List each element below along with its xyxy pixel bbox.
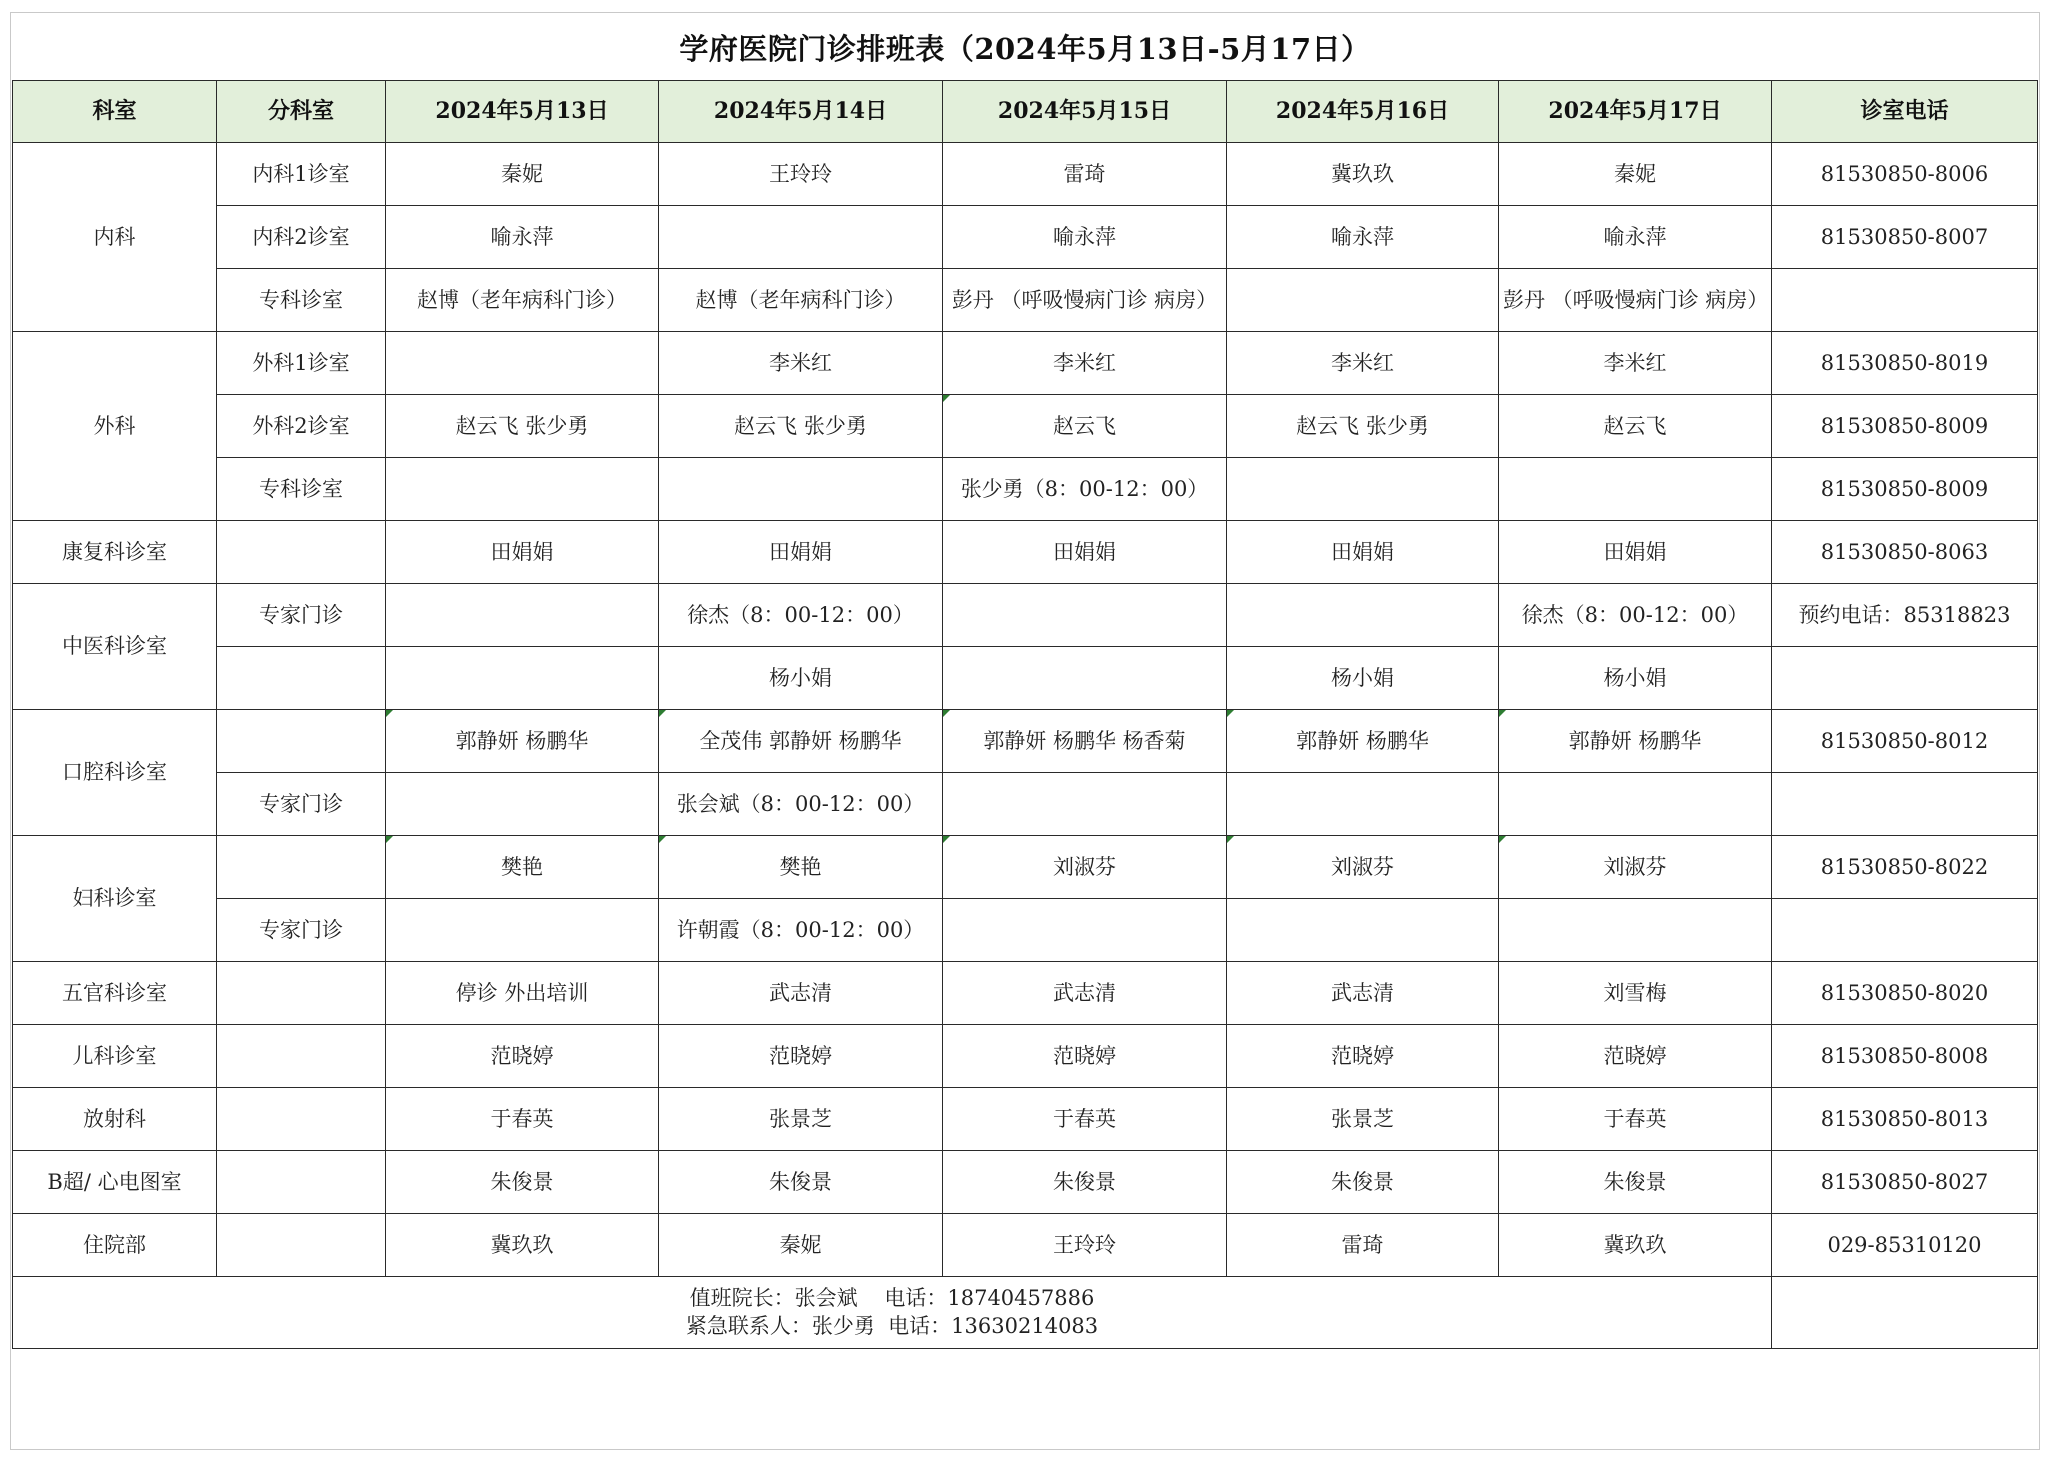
schedule-cell [943, 773, 1227, 836]
schedule-cell: 武志清 [1227, 962, 1499, 1025]
schedule-cell: 杨小娟 [1227, 647, 1499, 710]
phone-cell: 81530850-8019 [1772, 332, 2038, 395]
schedule-cell: 樊艳 [659, 836, 943, 899]
dept-cell: 儿科诊室 [13, 1025, 217, 1088]
header-date-4: 2024年5月16日 [1227, 81, 1499, 143]
schedule-cell: 范晓婷 [659, 1025, 943, 1088]
header-date-1: 2024年5月13日 [386, 81, 659, 143]
schedule-cell: 杨小娟 [1499, 647, 1772, 710]
schedule-cell: 范晓婷 [386, 1025, 659, 1088]
subdept-cell: 内科1诊室 [217, 143, 386, 206]
schedule-cell: 朱俊景 [659, 1151, 943, 1214]
schedule-cell [386, 332, 659, 395]
schedule-cell: 于春英 [943, 1088, 1227, 1151]
schedule-cell: 张会斌（8：00-12：00） [659, 773, 943, 836]
schedule-cell: 杨小娟 [659, 647, 943, 710]
schedule-cell: 喻永萍 [1499, 206, 1772, 269]
phone-cell [1772, 899, 2038, 962]
subdept-cell [217, 647, 386, 710]
table-row [13, 836, 2038, 899]
table-row [13, 1214, 2038, 1277]
header-dept: 科室 [13, 81, 217, 143]
header-phone: 诊室电话 [1772, 81, 2038, 143]
schedule-cell: 彭丹 （呼吸慢病门诊 病房） [943, 269, 1227, 332]
table-row [13, 458, 2038, 521]
footer-row [13, 1277, 2038, 1349]
phone-cell: 81530850-8009 [1772, 458, 2038, 521]
schedule-cell: 雷琦 [1227, 1214, 1499, 1277]
dept-cell: 康复科诊室 [13, 521, 217, 584]
schedule-cell: 朱俊景 [943, 1151, 1227, 1214]
dept-cell: 中医科诊室 [13, 584, 217, 710]
table-row [13, 521, 2038, 584]
schedule-cell: 赵云飞 [1499, 395, 1772, 458]
schedule-cell [1227, 269, 1499, 332]
schedule-cell: 赵博（老年病科门诊） [659, 269, 943, 332]
phone-cell: 预约电话：85318823 [1772, 584, 2038, 647]
schedule-cell: 于春英 [1499, 1088, 1772, 1151]
schedule-table [12, 80, 2038, 1349]
subdept-cell [217, 1088, 386, 1151]
schedule-cell: 喻永萍 [386, 206, 659, 269]
header-date-2: 2024年5月14日 [659, 81, 943, 143]
schedule-cell: 郭静妍 杨鹏华 [1499, 710, 1772, 773]
subdept-cell [217, 521, 386, 584]
schedule-cell: 喻永萍 [943, 206, 1227, 269]
schedule-cell: 郭静妍 杨鹏华 [386, 710, 659, 773]
schedule-cell [1499, 899, 1772, 962]
schedule-cell: 刘淑芬 [943, 836, 1227, 899]
schedule-cell: 田娟娟 [659, 521, 943, 584]
schedule-cell: 田娟娟 [386, 521, 659, 584]
schedule-cell: 郭静妍 杨鹏华 [1227, 710, 1499, 773]
subdept-cell [217, 836, 386, 899]
schedule-cell: 田娟娟 [943, 521, 1227, 584]
dept-cell: 口腔科诊室 [13, 710, 217, 836]
dept-cell: 妇科诊室 [13, 836, 217, 962]
table-row [13, 269, 2038, 332]
table-row [13, 899, 2038, 962]
schedule-cell: 全茂伟 郭静妍 杨鹏华 [659, 710, 943, 773]
phone-cell: 81530850-8027 [1772, 1151, 2038, 1214]
schedule-cell [659, 206, 943, 269]
schedule-cell: 冀玖玖 [1227, 143, 1499, 206]
schedule-cell: 田娟娟 [1499, 521, 1772, 584]
dept-cell: 外科 [13, 332, 217, 521]
phone-cell: 81530850-8009 [1772, 395, 2038, 458]
table-row [13, 710, 2038, 773]
schedule-cell: 停诊 外出培训 [386, 962, 659, 1025]
header-subdept: 分科室 [217, 81, 386, 143]
subdept-cell: 专家门诊 [217, 773, 386, 836]
schedule-cell: 张少勇（8：00-12：00） [943, 458, 1227, 521]
table-row [13, 332, 2038, 395]
schedule-cell: 冀玖玖 [386, 1214, 659, 1277]
subdept-cell: 外科2诊室 [217, 395, 386, 458]
phone-cell [1772, 647, 2038, 710]
duty-contacts [13, 1277, 1772, 1349]
dept-cell: 内科 [13, 143, 217, 332]
subdept-cell: 专科诊室 [217, 458, 386, 521]
schedule-cell: 樊艳 [386, 836, 659, 899]
phone-cell [1772, 269, 2038, 332]
schedule-cell: 徐杰（8：00-12：00） [659, 584, 943, 647]
table-row [13, 1025, 2038, 1088]
phone-cell: 81530850-8012 [1772, 710, 2038, 773]
schedule-cell: 秦妮 [659, 1214, 943, 1277]
schedule-cell: 赵云飞 [943, 395, 1227, 458]
subdept-cell [217, 710, 386, 773]
subdept-cell: 外科1诊室 [217, 332, 386, 395]
phone-cell: 029-85310120 [1772, 1214, 2038, 1277]
schedule-cell [1499, 458, 1772, 521]
schedule-cell [386, 647, 659, 710]
schedule-cell [386, 458, 659, 521]
schedule-cell: 朱俊景 [386, 1151, 659, 1214]
subdept-cell [217, 1151, 386, 1214]
schedule-cell: 喻永萍 [1227, 206, 1499, 269]
table-row [13, 143, 2038, 206]
schedule-cell: 赵云飞 张少勇 [659, 395, 943, 458]
schedule-cell: 赵云飞 张少勇 [386, 395, 659, 458]
dept-cell: 住院部 [13, 1214, 217, 1277]
schedule-cell: 徐杰（8：00-12：00） [1499, 584, 1772, 647]
schedule-cell: 赵博（老年病科门诊） [386, 269, 659, 332]
schedule-cell: 武志清 [659, 962, 943, 1025]
schedule-cell: 范晓婷 [943, 1025, 1227, 1088]
schedule-cell [1227, 458, 1499, 521]
schedule-cell: 李米红 [1499, 332, 1772, 395]
table-row [13, 1088, 2038, 1151]
schedule-cell [943, 899, 1227, 962]
schedule-cell: 秦妮 [386, 143, 659, 206]
schedule-cell: 赵云飞 张少勇 [1227, 395, 1499, 458]
phone-cell: 81530850-8006 [1772, 143, 2038, 206]
subdept-cell [217, 962, 386, 1025]
schedule-cell: 雷琦 [943, 143, 1227, 206]
page-title: 学府医院门诊排班表（2024年5月13日-5月17日） [679, 31, 1371, 66]
schedule-cell: 刘淑芬 [1227, 836, 1499, 899]
subdept-cell: 专科诊室 [217, 269, 386, 332]
table-row [13, 1151, 2038, 1214]
schedule-cell: 彭丹 （呼吸慢病门诊 病房） [1499, 269, 1772, 332]
header-date-3: 2024年5月15日 [943, 81, 1227, 143]
phone-cell: 81530850-8007 [1772, 206, 2038, 269]
schedule-cell [386, 899, 659, 962]
schedule-cell: 秦妮 [1499, 143, 1772, 206]
dept-cell: 放射科 [13, 1088, 217, 1151]
dept-cell: 五官科诊室 [13, 962, 217, 1025]
schedule-cell: 张景芝 [659, 1088, 943, 1151]
schedule-cell: 冀玖玖 [1499, 1214, 1772, 1277]
schedule-cell: 李米红 [1227, 332, 1499, 395]
schedule-cell [659, 458, 943, 521]
table-row [13, 773, 2038, 836]
schedule-cell: 许朝霞（8：00-12：00） [659, 899, 943, 962]
table-row [13, 206, 2038, 269]
schedule-cell: 范晓婷 [1227, 1025, 1499, 1088]
schedule-cell [1499, 773, 1772, 836]
schedule-cell: 李米红 [659, 332, 943, 395]
schedule-cell: 刘雪梅 [1499, 962, 1772, 1025]
phone-cell: 81530850-8022 [1772, 836, 2038, 899]
schedule-cell [1227, 899, 1499, 962]
schedule-cell: 郭静妍 杨鹏华 杨香菊 [943, 710, 1227, 773]
schedule-cell: 李米红 [943, 332, 1227, 395]
schedule-cell: 张景芝 [1227, 1088, 1499, 1151]
schedule-cell: 王玲玲 [659, 143, 943, 206]
header-row [13, 81, 2038, 143]
subdept-cell: 内科2诊室 [217, 206, 386, 269]
schedule-cell [1227, 584, 1499, 647]
emergency-contact-line: 紧急联系人：张少勇 电话：13630214083 [685, 1313, 1099, 1338]
header-date-5: 2024年5月17日 [1499, 81, 1772, 143]
subdept-cell: 专家门诊 [217, 899, 386, 962]
subdept-cell [217, 1025, 386, 1088]
schedule-cell: 田娟娟 [1227, 521, 1499, 584]
dept-cell: B超/ 心电图室 [13, 1151, 217, 1214]
schedule-cell: 朱俊景 [1227, 1151, 1499, 1214]
phone-cell: 81530850-8013 [1772, 1088, 2038, 1151]
subdept-cell [217, 1214, 386, 1277]
schedule-cell [386, 773, 659, 836]
schedule-cell: 范晓婷 [1499, 1025, 1772, 1088]
schedule-cell: 朱俊景 [1499, 1151, 1772, 1214]
table-row [13, 395, 2038, 458]
schedule-cell [943, 647, 1227, 710]
table-row [13, 647, 2038, 710]
duty-director-line: 值班院长：张会斌 电话：18740457886 [689, 1286, 1095, 1311]
schedule-cell: 武志清 [943, 962, 1227, 1025]
phone-cell: 81530850-8063 [1772, 521, 2038, 584]
footer-phone-cell [1772, 1277, 2038, 1349]
schedule-cell [943, 584, 1227, 647]
schedule-cell: 刘淑芬 [1499, 836, 1772, 899]
schedule-cell [1227, 773, 1499, 836]
schedule-cell: 于春英 [386, 1088, 659, 1151]
schedule-cell [386, 584, 659, 647]
phone-cell: 81530850-8020 [1772, 962, 2038, 1025]
subdept-cell: 专家门诊 [217, 584, 386, 647]
phone-cell [1772, 773, 2038, 836]
table-row [13, 584, 2038, 647]
phone-cell: 81530850-8008 [1772, 1025, 2038, 1088]
table-row [13, 962, 2038, 1025]
schedule-cell: 王玲玲 [943, 1214, 1227, 1277]
